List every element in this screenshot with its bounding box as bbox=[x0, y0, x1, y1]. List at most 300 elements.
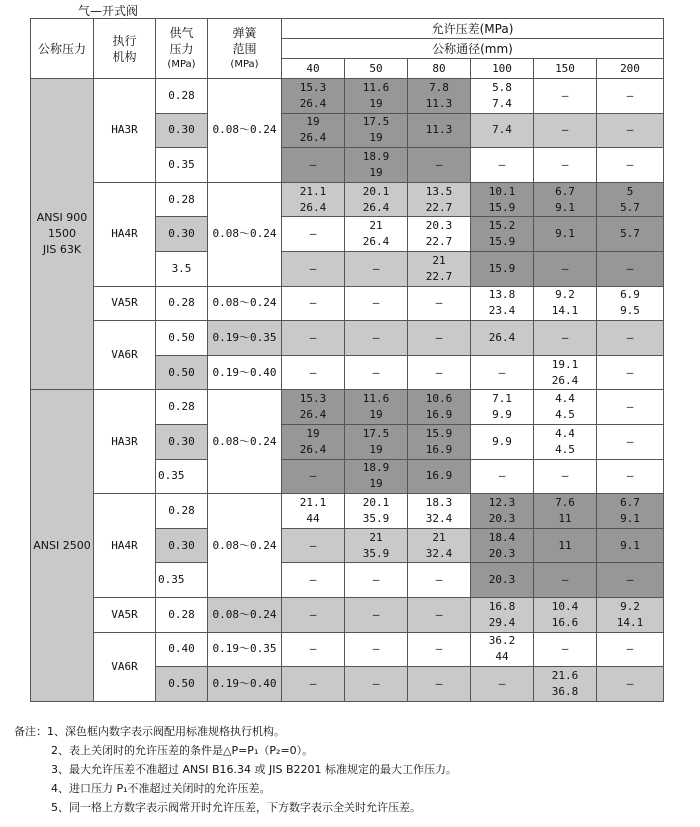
value-bottom: 7.4 bbox=[492, 96, 512, 110]
value-top: – bbox=[372, 676, 380, 690]
value-top: 6.7 bbox=[620, 495, 640, 509]
value-top: 6.9 bbox=[620, 288, 640, 302]
value-cell-50 bbox=[345, 424, 408, 459]
spring-range-cell bbox=[208, 286, 282, 321]
supply-pressure-cell bbox=[156, 217, 208, 252]
actuator-cell bbox=[94, 79, 156, 183]
value-bottom: 35.9 bbox=[362, 546, 390, 560]
table-row bbox=[31, 79, 664, 114]
value-top: – bbox=[372, 296, 380, 310]
value-top: 5 bbox=[626, 184, 634, 198]
value-top: 7.1 bbox=[492, 392, 512, 406]
value-bottom: 9.5 bbox=[620, 304, 640, 318]
value-bottom: 44 bbox=[306, 511, 320, 525]
supply-pressure-cell bbox=[156, 251, 208, 286]
value-cell-150 bbox=[534, 182, 597, 217]
value-top: 20.3 bbox=[488, 573, 516, 587]
value-top: – bbox=[626, 261, 634, 275]
nominal-pressure-label: JIS 63K bbox=[42, 243, 82, 257]
value-top: 26.4 bbox=[488, 330, 516, 344]
value-cell-200 bbox=[597, 286, 664, 321]
value-cell-40 bbox=[282, 355, 345, 390]
value-cell-40 bbox=[282, 321, 345, 356]
value-bottom: 22.7 bbox=[425, 269, 453, 283]
value-cell-100 bbox=[471, 113, 534, 148]
nominal-pressure-label: ANSI 900 bbox=[36, 211, 88, 225]
actuator-name: HA4R bbox=[111, 227, 138, 241]
nominal-pressure-cell bbox=[31, 79, 94, 390]
note-1: 备注：1、深色框内数字表示阀配用标准规格执行机构。 bbox=[14, 725, 285, 738]
value-bottom: 23.4 bbox=[488, 304, 516, 318]
value-cell-40 bbox=[282, 667, 345, 702]
value-cell-200 bbox=[597, 355, 664, 390]
value-cell-100 bbox=[471, 424, 534, 459]
value-cell-100 bbox=[471, 563, 534, 598]
value-top: – bbox=[626, 400, 634, 414]
value-bottom: 19 bbox=[369, 442, 383, 456]
supply-pressure-value: 0.28 bbox=[168, 192, 195, 206]
value-cell-200 bbox=[597, 459, 664, 494]
value-cell-50 bbox=[345, 632, 408, 667]
header-diameter-100: 100 bbox=[471, 59, 534, 79]
value-cell-50 bbox=[345, 79, 408, 114]
value-cell-40 bbox=[282, 494, 345, 529]
spring-range-value: 0.08～0.24 bbox=[212, 434, 277, 448]
actuator-name: VA5R bbox=[111, 296, 138, 310]
value-top: 20.1 bbox=[362, 495, 390, 509]
value-top: 15.9 bbox=[425, 426, 453, 440]
value-top: 15.2 bbox=[488, 219, 516, 233]
value-bottom: 35.9 bbox=[362, 511, 390, 525]
value-top: 16.9 bbox=[425, 469, 453, 483]
spring-range-value: 0.08～0.24 bbox=[212, 296, 277, 310]
spring-range-value: 0.19～0.40 bbox=[212, 676, 277, 690]
value-cell-150 bbox=[534, 459, 597, 494]
supply-pressure-cell bbox=[156, 148, 208, 183]
value-top: 9.1 bbox=[620, 538, 640, 552]
value-bottom: 19 bbox=[369, 165, 383, 179]
value-bottom: 26.4 bbox=[299, 200, 327, 214]
value-top: 10.1 bbox=[488, 184, 516, 198]
value-bottom: 15.9 bbox=[488, 235, 516, 249]
spring-range-value: 0.08～0.24 bbox=[212, 607, 277, 621]
value-cell-80 bbox=[408, 390, 471, 425]
value-bottom: 19 bbox=[369, 131, 383, 145]
value-cell-80 bbox=[408, 667, 471, 702]
value-cell-40 bbox=[282, 251, 345, 286]
value-cell-100 bbox=[471, 217, 534, 252]
actuator-cell bbox=[94, 494, 156, 598]
value-cell-200 bbox=[597, 217, 664, 252]
supply-pressure-value: 0.30 bbox=[168, 227, 195, 241]
value-cell-150 bbox=[534, 424, 597, 459]
spring-range-cell bbox=[208, 182, 282, 286]
value-top: – bbox=[626, 434, 634, 448]
value-cell-50 bbox=[345, 667, 408, 702]
value-bottom: 11.3 bbox=[425, 96, 453, 110]
value-cell-50 bbox=[345, 321, 408, 356]
value-bottom: 29.4 bbox=[488, 615, 516, 629]
value-bottom: 14.1 bbox=[616, 615, 644, 629]
value-bottom: 9.9 bbox=[492, 408, 512, 422]
value-top: – bbox=[435, 573, 443, 587]
value-top: 6.7 bbox=[555, 184, 575, 198]
value-top: 5.7 bbox=[620, 227, 640, 241]
value-cell-150 bbox=[534, 528, 597, 563]
value-bottom: 16.6 bbox=[551, 615, 579, 629]
value-cell-40 bbox=[282, 563, 345, 598]
value-bottom: 36.8 bbox=[551, 684, 579, 698]
value-cell-50 bbox=[345, 528, 408, 563]
actuator-name: HA4R bbox=[111, 538, 138, 552]
value-cell-50 bbox=[345, 494, 408, 529]
value-top: – bbox=[309, 261, 317, 275]
value-cell-50 bbox=[345, 148, 408, 183]
value-top: – bbox=[561, 642, 569, 656]
supply-pressure-value: 0.30 bbox=[168, 538, 195, 552]
spring-range-cell bbox=[208, 667, 282, 702]
spring-range-value: 0.19～0.35 bbox=[212, 330, 277, 344]
value-top: 18.4 bbox=[488, 530, 516, 544]
value-top: 15.9 bbox=[488, 261, 516, 275]
actuator-cell bbox=[94, 597, 156, 632]
value-top: 11.3 bbox=[425, 123, 453, 137]
value-bottom: 15.9 bbox=[488, 200, 516, 214]
value-cell-100 bbox=[471, 79, 534, 114]
value-bottom: 9.1 bbox=[620, 511, 640, 525]
value-top: – bbox=[498, 157, 506, 171]
value-cell-50 bbox=[345, 217, 408, 252]
value-top: – bbox=[626, 642, 634, 656]
value-top: – bbox=[309, 642, 317, 656]
value-top: – bbox=[435, 296, 443, 310]
supply-pressure-cell bbox=[156, 79, 208, 114]
value-top: 21.6 bbox=[551, 668, 579, 682]
page-title: 气—开式阀 bbox=[78, 4, 139, 18]
spring-range-cell bbox=[208, 79, 282, 183]
value-top: 21 bbox=[432, 530, 446, 544]
value-cell-80 bbox=[408, 113, 471, 148]
spring-range-value: 0.08～0.24 bbox=[212, 538, 277, 552]
value-top: – bbox=[626, 676, 634, 690]
value-bottom: 26.4 bbox=[299, 408, 327, 422]
value-top: 36.2 bbox=[488, 634, 516, 648]
value-top: – bbox=[372, 642, 380, 656]
value-cell-50 bbox=[345, 286, 408, 321]
value-top: – bbox=[309, 573, 317, 587]
supply-pressure-value: 0.28 bbox=[168, 607, 195, 621]
value-top: — bbox=[309, 607, 317, 621]
value-cell-150 bbox=[534, 563, 597, 598]
value-cell-80 bbox=[408, 251, 471, 286]
value-cell-150 bbox=[534, 251, 597, 286]
header-diameter-40: 40 bbox=[282, 59, 345, 79]
value-cell-100 bbox=[471, 251, 534, 286]
supply-pressure-value: 0.30 bbox=[168, 434, 195, 448]
value-top: – bbox=[309, 330, 317, 344]
value-cell-40 bbox=[282, 286, 345, 321]
table-row bbox=[31, 632, 664, 667]
value-cell-100 bbox=[471, 632, 534, 667]
value-cell-40 bbox=[282, 79, 345, 114]
value-cell-50 bbox=[345, 597, 408, 632]
value-cell-200 bbox=[597, 528, 664, 563]
value-top: 11.6 bbox=[362, 80, 390, 94]
value-bottom: 16.9 bbox=[425, 442, 453, 456]
supply-pressure-value: 0.28 bbox=[168, 400, 195, 414]
value-bottom: 32.4 bbox=[425, 546, 453, 560]
table-row bbox=[31, 286, 664, 321]
header-diameter-50: 50 bbox=[345, 59, 408, 79]
header-diameter-150: 150 bbox=[534, 59, 597, 79]
table-row bbox=[31, 390, 664, 425]
value-cell-100 bbox=[471, 528, 534, 563]
value-cell-40 bbox=[282, 424, 345, 459]
value-top: 15.3 bbox=[299, 392, 327, 406]
value-top: 7.6 bbox=[555, 495, 575, 509]
value-bottom: 22.7 bbox=[425, 235, 453, 249]
value-cell-150 bbox=[534, 390, 597, 425]
supply-pressure-value: 0.50 bbox=[168, 676, 195, 690]
value-top: 18.3 bbox=[425, 495, 453, 509]
value-cell-40 bbox=[282, 528, 345, 563]
value-bottom: 19 bbox=[369, 408, 383, 422]
value-top: – bbox=[626, 330, 634, 344]
value-cell-100 bbox=[471, 494, 534, 529]
header-diameter-200: 200 bbox=[597, 59, 664, 79]
value-bottom: 4.5 bbox=[555, 442, 575, 456]
value-cell-200 bbox=[597, 113, 664, 148]
supply-pressure-cell bbox=[156, 182, 208, 217]
value-top: – bbox=[561, 573, 569, 587]
value-bottom: 26.4 bbox=[299, 131, 327, 145]
header-diameter-80: 80 bbox=[408, 59, 471, 79]
value-cell-40 bbox=[282, 182, 345, 217]
value-cell-200 bbox=[597, 321, 664, 356]
table-row bbox=[31, 321, 664, 356]
value-top: 12.3 bbox=[488, 495, 516, 509]
value-top: – bbox=[561, 330, 569, 344]
value-cell-150 bbox=[534, 321, 597, 356]
table-row bbox=[31, 597, 664, 632]
value-cell-100 bbox=[471, 459, 534, 494]
value-cell-80 bbox=[408, 424, 471, 459]
value-bottom: 5.7 bbox=[620, 200, 640, 214]
value-bottom: 14.1 bbox=[551, 304, 579, 318]
header-nominal-diameter: 公称通径(mm) bbox=[282, 39, 664, 59]
nominal-pressure-label: 1500 bbox=[48, 227, 76, 241]
value-cell-100 bbox=[471, 390, 534, 425]
value-top: 16.8 bbox=[488, 599, 516, 613]
value-cell-80 bbox=[408, 355, 471, 390]
value-cell-40 bbox=[282, 459, 345, 494]
value-top: 21 bbox=[432, 253, 446, 267]
value-bottom: 26.4 bbox=[362, 200, 390, 214]
value-top: 13.5 bbox=[425, 184, 453, 198]
supply-pressure-cell bbox=[156, 286, 208, 321]
value-cell-80 bbox=[408, 597, 471, 632]
spring-range-cell bbox=[208, 321, 282, 356]
spring-range-value: 0.08～0.24 bbox=[212, 227, 277, 241]
value-top: 5.8 bbox=[492, 80, 512, 94]
notes bbox=[14, 722, 457, 817]
value-cell-50 bbox=[345, 113, 408, 148]
value-cell-150 bbox=[534, 79, 597, 114]
value-top: 7.4 bbox=[492, 123, 512, 137]
value-top: 21.1 bbox=[299, 495, 327, 509]
supply-pressure-cell bbox=[156, 390, 208, 425]
value-top: 21 bbox=[369, 530, 383, 544]
value-cell-200 bbox=[597, 251, 664, 286]
supply-pressure-cell bbox=[156, 113, 208, 148]
value-top: – bbox=[561, 88, 569, 102]
value-bottom: 11 bbox=[558, 511, 572, 525]
value-bottom: 26.4 bbox=[299, 442, 327, 456]
value-cell-80 bbox=[408, 494, 471, 529]
value-top: 15.3 bbox=[299, 80, 327, 94]
value-top: – bbox=[498, 365, 506, 379]
actuator-name: VA6R bbox=[111, 348, 138, 362]
value-top: 20.3 bbox=[425, 219, 453, 233]
note-2: 2、表上关闭时的允许压差的条件是△P=P₁（P₂=0）。 bbox=[51, 744, 314, 757]
actuator-cell bbox=[94, 321, 156, 390]
allowed-pressure-table bbox=[30, 18, 664, 702]
spring-range-cell bbox=[208, 355, 282, 390]
supply-pressure-value: 0.28 bbox=[168, 503, 195, 517]
value-top: – bbox=[372, 330, 380, 344]
value-top: – bbox=[626, 469, 634, 483]
value-cell-200 bbox=[597, 424, 664, 459]
supply-pressure-value: 0.28 bbox=[168, 296, 195, 310]
value-top: – bbox=[626, 573, 634, 587]
value-cell-80 bbox=[408, 79, 471, 114]
value-cell-150 bbox=[534, 667, 597, 702]
value-top: – bbox=[626, 123, 634, 137]
value-bottom: 26.4 bbox=[299, 96, 327, 110]
spring-range-cell bbox=[208, 597, 282, 632]
value-top: – bbox=[309, 365, 317, 379]
supply-pressure-value: 0.28 bbox=[168, 88, 195, 102]
value-cell-150 bbox=[534, 494, 597, 529]
value-cell-150 bbox=[534, 217, 597, 252]
value-cell-50 bbox=[345, 459, 408, 494]
supply-pressure-cell bbox=[156, 355, 208, 390]
value-top: – bbox=[561, 123, 569, 137]
spring-range-cell bbox=[208, 494, 282, 598]
value-cell-200 bbox=[597, 182, 664, 217]
value-cell-100 bbox=[471, 182, 534, 217]
value-cell-50 bbox=[345, 251, 408, 286]
value-top: 18.9 bbox=[362, 149, 390, 163]
header-allowed-dp: 允许压差(MPa) bbox=[282, 19, 664, 39]
value-cell-80 bbox=[408, 148, 471, 183]
value-cell-40 bbox=[282, 390, 345, 425]
note-5: 5、同一格上方数字表示阀常开时允许压差，下方数字表示全关时允许压差。 bbox=[51, 801, 421, 814]
actuator-name: HA3R bbox=[111, 123, 138, 137]
actuator-name: VA5R bbox=[111, 607, 138, 621]
value-top: 17.5 bbox=[362, 426, 390, 440]
value-cell-80 bbox=[408, 286, 471, 321]
value-cell-200 bbox=[597, 494, 664, 529]
value-bottom: 20.3 bbox=[488, 511, 516, 525]
value-top: 4.4 bbox=[555, 392, 575, 406]
value-cell-100 bbox=[471, 597, 534, 632]
value-top: – bbox=[372, 607, 380, 621]
spring-range-value: 0.08～0.24 bbox=[212, 123, 277, 137]
value-top: 9.9 bbox=[492, 434, 512, 448]
value-bottom: 26.4 bbox=[362, 235, 390, 249]
nominal-pressure-label: ANSI 2500 bbox=[33, 538, 91, 552]
value-bottom: 20.3 bbox=[488, 546, 516, 560]
header-supply-pressure bbox=[156, 19, 208, 79]
value-cell-80 bbox=[408, 459, 471, 494]
value-cell-50 bbox=[345, 563, 408, 598]
value-top: 9.1 bbox=[555, 227, 575, 241]
header-supply-unit: (MPa) bbox=[167, 58, 196, 70]
value-top: 10.4 bbox=[551, 599, 579, 613]
value-cell-80 bbox=[408, 632, 471, 667]
value-cell-150 bbox=[534, 286, 597, 321]
value-cell-80 bbox=[408, 563, 471, 598]
spring-range-cell bbox=[208, 632, 282, 667]
header-actuator-line1: 执行 bbox=[112, 33, 137, 48]
value-top: 19 bbox=[306, 426, 320, 440]
value-bottom: 16.9 bbox=[425, 408, 453, 422]
value-cell-150 bbox=[534, 632, 597, 667]
value-cell-200 bbox=[597, 390, 664, 425]
value-top: 11 bbox=[558, 538, 572, 552]
actuator-cell bbox=[94, 182, 156, 286]
value-cell-200 bbox=[597, 667, 664, 702]
supply-pressure-value: 0.50 bbox=[168, 330, 195, 344]
value-top: – bbox=[435, 607, 443, 621]
value-bottom: 32.4 bbox=[425, 511, 453, 525]
value-top: – bbox=[372, 573, 380, 587]
spring-range-value: 0.19～0.35 bbox=[212, 642, 277, 656]
supply-pressure-value: 0.35 bbox=[158, 469, 185, 483]
supply-pressure-cell bbox=[156, 494, 208, 529]
value-cell-50 bbox=[345, 182, 408, 217]
spring-range-cell bbox=[208, 390, 282, 494]
value-cell-200 bbox=[597, 563, 664, 598]
value-top: 18.9 bbox=[362, 461, 390, 475]
value-top: – bbox=[309, 227, 317, 241]
value-cell-150 bbox=[534, 148, 597, 183]
value-top: 10.6 bbox=[425, 392, 453, 406]
value-cell-200 bbox=[597, 632, 664, 667]
nominal-pressure-cell bbox=[31, 390, 94, 701]
value-top: 21.1 bbox=[299, 184, 327, 198]
value-top: 19.1 bbox=[551, 357, 579, 371]
value-cell-40 bbox=[282, 597, 345, 632]
value-top: 17.5 bbox=[362, 115, 390, 129]
value-cell-40 bbox=[282, 148, 345, 183]
header-actuator bbox=[94, 19, 156, 79]
header-spring-line1: 弹簧 bbox=[232, 25, 257, 40]
value-bottom: 44 bbox=[495, 650, 509, 664]
actuator-cell bbox=[94, 390, 156, 494]
value-top: 4.4 bbox=[555, 426, 575, 440]
supply-pressure-cell bbox=[156, 424, 208, 459]
value-top: – bbox=[372, 261, 380, 275]
header-supply-line1: 供气 bbox=[169, 25, 194, 40]
value-cell-40 bbox=[282, 632, 345, 667]
spring-range-value: 0.19～0.40 bbox=[212, 365, 277, 379]
value-cell-50 bbox=[345, 355, 408, 390]
value-top: 19 bbox=[306, 115, 320, 129]
value-top: – bbox=[309, 538, 317, 552]
value-cell-80 bbox=[408, 182, 471, 217]
